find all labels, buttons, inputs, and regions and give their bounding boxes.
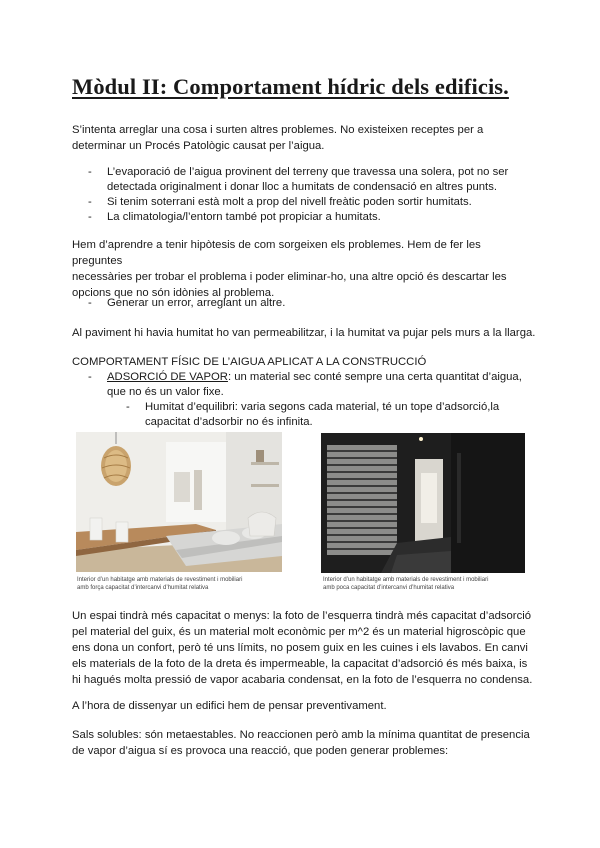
- bullet-dash: -: [88, 196, 92, 208]
- bullet-dash: -: [88, 371, 92, 383]
- para-line: Un espai tindrà més capacitat o menys: la foto de l’esquerra tindrà més capacitat d’adsorció: [72, 610, 532, 622]
- list-item-line: que no és un valor fixe.: [107, 386, 224, 398]
- para-line: ens dona un confort, però té uns límits, no posem guix en les cuines i els lavabos. En canvi: [72, 642, 528, 654]
- hypothesis-paragraph: [72, 237, 532, 301]
- photo-right-caption: [323, 576, 488, 592]
- caption-line: Interior d’un habitatge amb materials de revestiment i mobiliari: [323, 577, 489, 583]
- caption-line: amb força capacitat d’intercanvi d’humitat relativa: [77, 585, 209, 591]
- para-line: hi hagués molta pressió de vapor acabaria condensat, en la foto de l’esquerra no condensa.: [72, 674, 533, 686]
- para-line: els materials de la foto de la dreta és impermeable, la capacitat d’adsorció és més baixa, is: [72, 658, 528, 670]
- list-item-line: L’evaporació de l’aigua provinent del terreny que travessa una solera, pot no ser: [107, 166, 509, 178]
- caption-line: Interior d’un habitatge amb materials de revestiment i mobiliari: [77, 577, 243, 583]
- list-item: [88, 296, 528, 311]
- bullet-dash: -: [88, 297, 92, 309]
- section-heading: COMPORTAMENT FÍSIC DE L’AIGUA APLICAT A LA CONSTRUCCIÓ: [72, 356, 427, 368]
- para-line: Sals solubles: són metaestables. No reaccionen però amb la mínima quantitat de presencia: [72, 729, 530, 741]
- list-item: [88, 195, 528, 210]
- list-item-line: Generar un error, arreglant un altre.: [107, 297, 286, 309]
- list-item: [88, 210, 528, 225]
- list-item-adsorcio: [88, 370, 528, 400]
- photo-dark-interior: [321, 433, 525, 573]
- para-line: pel material del guix, és un material molt econòmic per m^2 és un material higroscòpic que: [72, 626, 526, 638]
- para-line: opcions que no són idònies al problema.: [72, 287, 275, 299]
- list-item-line: detectada originalment i donar lloc a humitats de condensació en altres punts.: [107, 181, 497, 193]
- list-item-line: capacitat d’adsorbir no és infinita.: [145, 416, 313, 428]
- term-adsorcio: ADSORCIÓ DE VAPOR: [107, 371, 228, 383]
- para-line: de vapor d’aigua sí es provoca una reacció, que poden generar problemes:: [72, 745, 449, 757]
- photo-left-caption: [77, 576, 242, 592]
- list-item-humitat-equilibri: [126, 400, 526, 430]
- pavement-paragraph: Al paviment hi havia humitat ho van permeabilitzar, i la humitat va pujar pels murs a la llarga.: [72, 327, 536, 339]
- list-item: [88, 165, 528, 195]
- para-line: Hem d’aprendre a tenir hipòtesis de com sorgeixen els problemes. Hem de fer les preguntes: [72, 239, 481, 267]
- design-paragraph: A l’hora de dissenyar un edifici hem de pensar preventivament.: [72, 700, 387, 712]
- photo-bright-interior: [76, 432, 282, 572]
- intro-paragraph: [72, 122, 532, 154]
- intro-line-1: S’intenta arreglar una cosa i surten altres problemes. No existeixen receptes per a: [72, 124, 484, 136]
- page-title: Mòdul II: Comportament hídric dels edificis.: [72, 74, 509, 99]
- bullet-dash: -: [126, 401, 130, 413]
- list-item-line: Humitat d’equilibri: varia segons cada material, té un tope d’adsorció,la: [145, 401, 500, 413]
- list-item-line: La climatologia/l’entorn també pot propiciar a humitats.: [107, 211, 381, 223]
- list-item-line: Si tenim soterrani està molt a prop del nivell freàtic poden sortir humitats.: [107, 196, 472, 208]
- photos-explanation-paragraph: [72, 608, 542, 688]
- caption-line: amb poca capacitat d’intercanvi d’humitat relativa: [323, 585, 455, 591]
- intro-line-2: determinar un Procés Patològic causat per l’aigua.: [72, 140, 325, 152]
- bullet-dash: -: [88, 166, 92, 178]
- bullet-dash: -: [88, 211, 92, 223]
- salts-paragraph: [72, 727, 542, 759]
- para-line: necessàries per trobar el problema i poder eliminar-ho, una altre opció és descartar les: [72, 271, 507, 283]
- list-item-line: : un material sec conté sempre una certa quantitat d’aigua,: [227, 371, 522, 383]
